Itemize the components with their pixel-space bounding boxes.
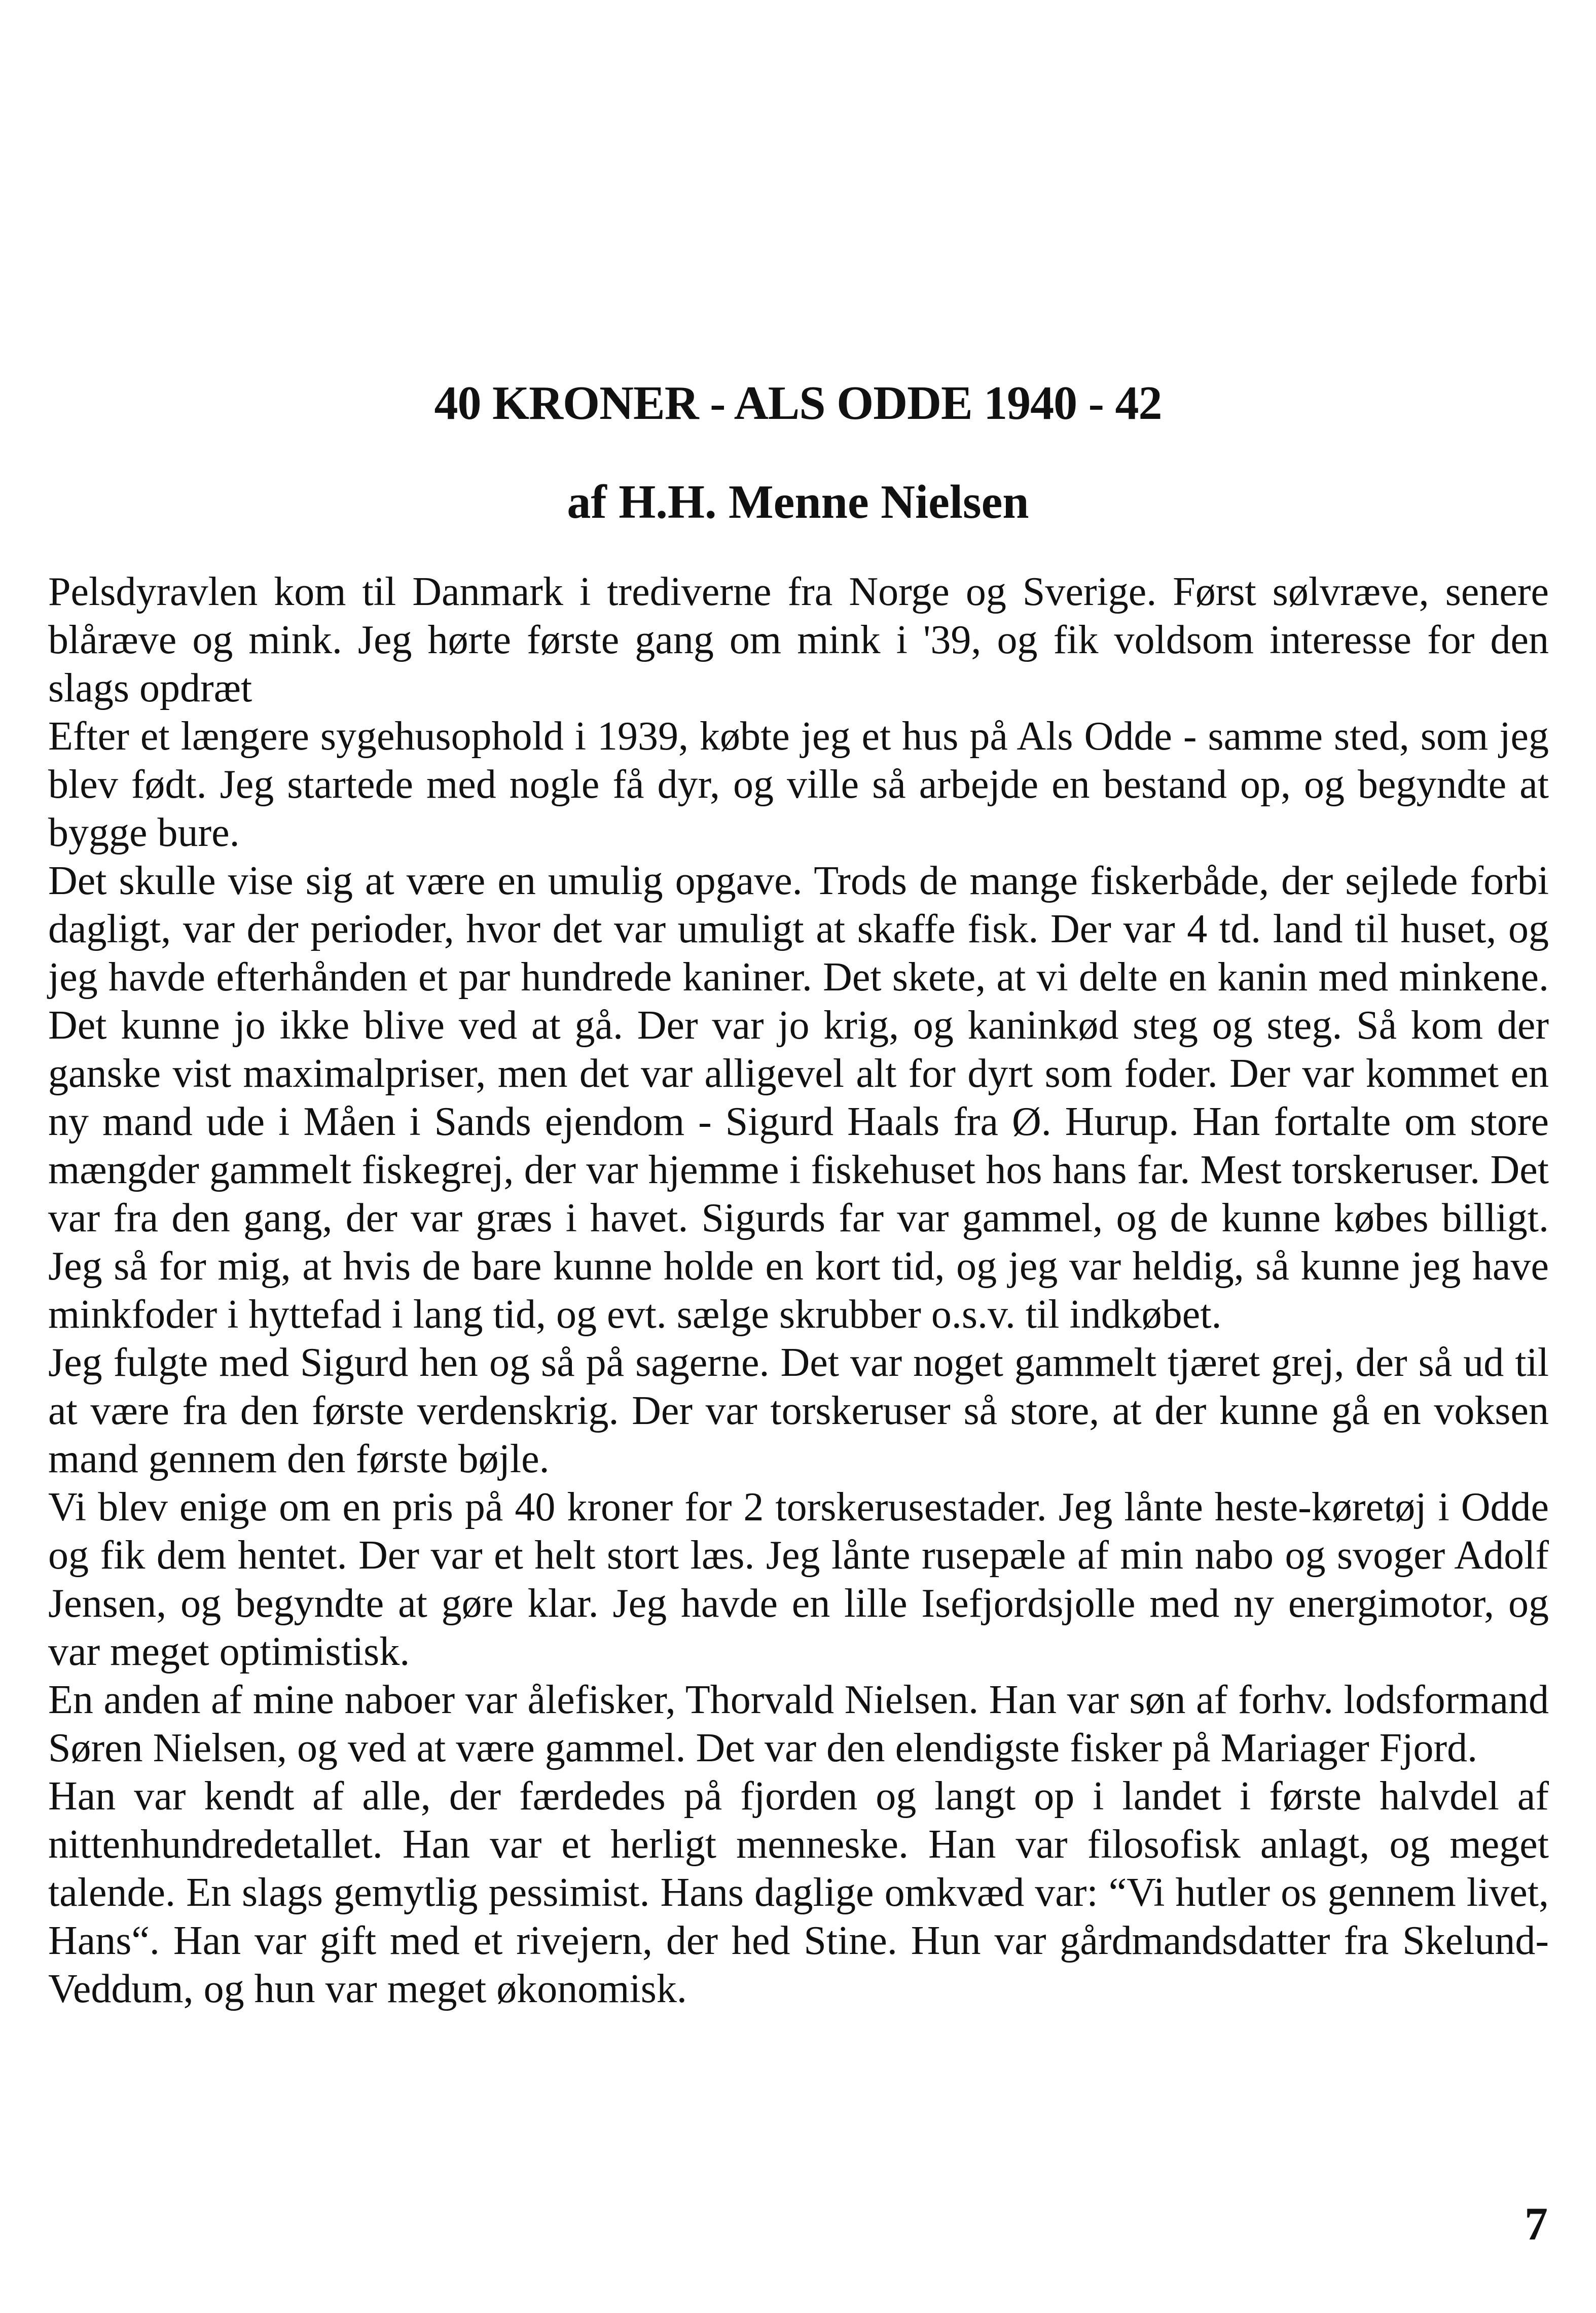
article-title: 40 KRONER - ALS ODDE 1940 - 42 (434, 377, 1162, 430)
article-byline: af H.H. Menne Nielsen (567, 476, 1029, 528)
paragraph: En anden af mine naboer var ålefisker, Thorvald Nielsen. Han var søn af forhv. lodsformand Søren Nielsen, og ved at være gammel. Det var den elendigste fisker på Mariager Fjord. (48, 1678, 1549, 1770)
paragraph: Pelsdyravlen kom til Danmark i trediverne fra Norge og Sverige. Først sølvræve, senere blåræve og mink. Jeg hørte første gang om mink i '39, og fik voldsom interesse for den slags opdræt (48, 570, 1549, 710)
paragraph: Vi blev enige om en pris på 40 kroner for 2 torskerusestader. Jeg lånte heste-køretøj i Odde og fik dem hentet. Der var et helt stort læs. Jeg lånte rusepæle af min nabo og svoger Adolf Jensen, og begyndte at gøre klar. Jeg havde en lille Isefjordsjolle med ny energimotor, og var meget optimistisk. (48, 1485, 1549, 1674)
page-number: 7 (1525, 2198, 1548, 2250)
article-body (48, 568, 1549, 2013)
paragraph: Det skulle vise sig at være en umulig opgave. Trods de mange fiskerbåde, der sejlede forbi dagligt, var der perioder, hvor det var umuligt at skaffe fisk. Der var 4 td. land til huset, og jeg havde efterhånden et par hundrede kaniner. Det skete, at vi delte en kanin med minkene. Det kunne jo ikke blive ved at gå. Der var jo krig, og kaninkød steg og steg. Så kom der ganske vist maximalpriser, men det var alligevel alt for dyrt som foder. Der var kommet en ny mand ude i Måen i Sands ejendom - Sigurd Haals fra Ø. Hurup. Han fortalte om store mængder gammelt fiskegrej, der var hjemme i fiskehuset hos hans far. Mest torskeruser. Det var fra den gang, der var græs i havet. Sigurds far var gammel, og de kunne købes billigt. Jeg så for mig, at hvis de bare kunne holde en kort tid, og jeg var heldig, så kunne jeg have minkfoder i hyttefad i lang tid, og evt. sælge skrubber o.s.v. til indkøbet. (48, 859, 1549, 1337)
paragraph: Efter et længere sygehusophold i 1939, købte jeg et hus på Als Odde - samme sted, som jeg blev født. Jeg startede med nogle få dyr, og ville så arbejde en bestand op, og begyndte at bygge bure. (48, 714, 1549, 855)
paragraph: Han var kendt af alle, der færdedes på fjorden og langt op i landet i første halvdel af nittenhundredetallet. Han var et herligt menneske. Han var filosofisk anlagt, og meget talende. En slags gemytlig pessimist. Hans daglige omkvæd var: “Vi hutler os gennem livet, Hans“. Han var gift med et rivejern, der hed Stine. Hun var gårdmandsdatter fra Skelund-Veddum, og hun var meget økonomisk. (48, 1774, 1549, 2011)
paragraph: Jeg fulgte med Sigurd hen og så på sagerne. Det var noget gammelt tjæret grej, der så ud til at være fra den første verdenskrig. Der var torskeruser så store, at der kunne gå en voksen mand gennem den første bøjle. (48, 1340, 1549, 1481)
